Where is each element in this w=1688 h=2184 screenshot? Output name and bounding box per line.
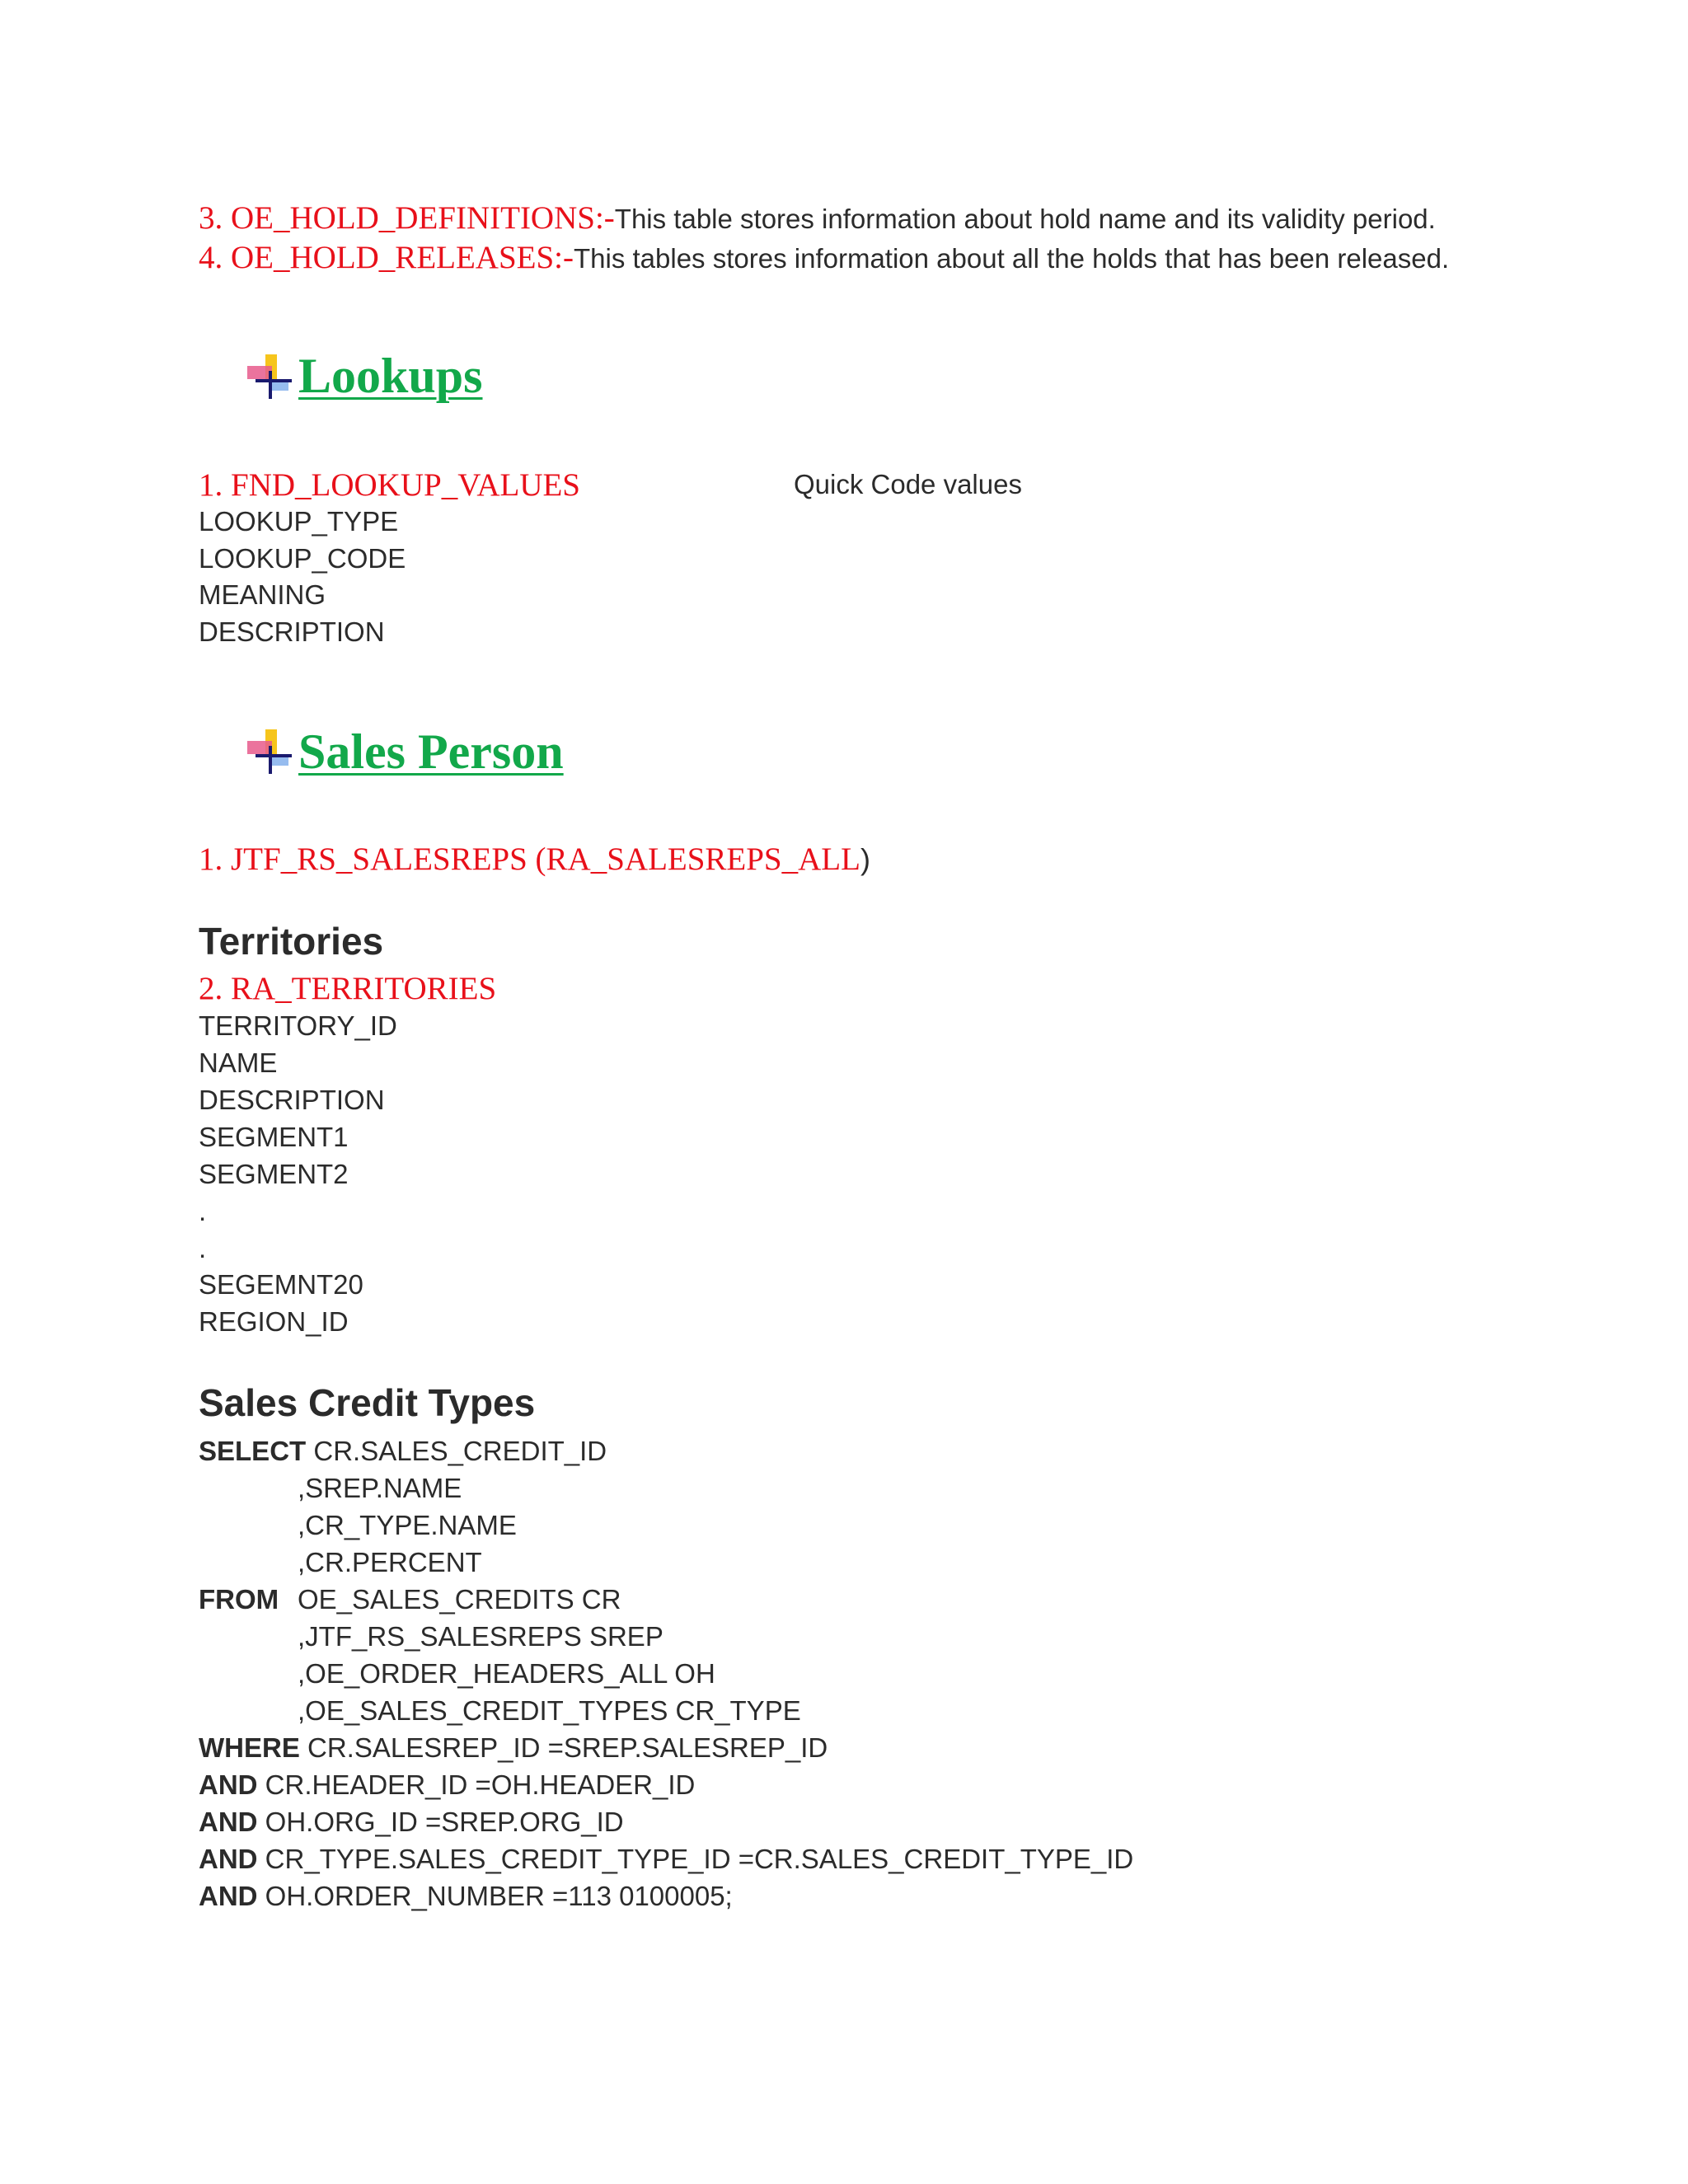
sql-text: CR.SALES_CREDIT_ID (306, 1436, 607, 1466)
sql-text: ,OE_ORDER_HEADERS_ALL OH (298, 1658, 715, 1689)
hold-definitions-line (199, 199, 1436, 237)
lookup-column: MEANING (199, 579, 326, 610)
lookup-column: LOOKUP_CODE (199, 543, 406, 574)
sql-keyword: WHERE (199, 1732, 300, 1763)
hold-definitions-description: This table stores information about hold name and its validity period. (614, 204, 1436, 234)
lookup-column: LOOKUP_TYPE (199, 506, 399, 537)
sql-keyword: FROM (199, 1584, 279, 1615)
sql-line (199, 1732, 828, 1764)
sql-line (199, 1807, 624, 1838)
sales-credit-types-heading: Sales Credit Types (199, 1381, 536, 1424)
territory-column: SEGEMNT20 (199, 1269, 363, 1300)
sales-person-table-close: ) (860, 842, 870, 876)
sql-text: ,OE_SALES_CREDIT_TYPES CR_TYPE (298, 1695, 801, 1726)
territory-column: SEGMENT1 (199, 1122, 349, 1152)
lookup-column: DESCRIPTION (199, 616, 385, 647)
sql-keyword: AND (199, 1844, 258, 1874)
sql-text: CR.SALESREP_ID =SREP.SALESREP_ID (299, 1732, 828, 1763)
sql-text: OE_SALES_CREDITS CR (298, 1584, 621, 1615)
hold-releases-description: This tables stores information about all the holds that has been released. (573, 243, 1450, 274)
territory-column: REGION_ID (199, 1306, 349, 1337)
territory-column: DESCRIPTION (199, 1085, 385, 1115)
territory-column: SEGMENT2 (199, 1159, 349, 1189)
sql-text: ,CR_TYPE.NAME (298, 1510, 517, 1540)
sql-line (298, 1695, 801, 1727)
hold-releases-name: 4. OE_HOLD_RELEASES:- (199, 240, 574, 275)
sql-keyword: AND (199, 1769, 258, 1800)
sql-text: ,JTF_RS_SALESREPS SREP (298, 1621, 663, 1652)
sql-line (199, 1844, 1133, 1875)
territory-ellipsis: . (199, 1196, 207, 1226)
lookup-table-note: Quick Code values (794, 469, 1022, 499)
sql-keyword: AND (199, 1881, 258, 1911)
territory-column: TERRITORY_ID (199, 1010, 397, 1041)
sql-line (199, 1436, 607, 1467)
lookups-heading: Lookups (298, 349, 483, 403)
territories-table-name: 2. RA_TERRITORIES (199, 971, 497, 1006)
territories-heading: Territories (199, 920, 384, 963)
sql-line (298, 1510, 517, 1541)
sql-line (298, 1584, 621, 1615)
sql-keyword: AND (199, 1807, 258, 1837)
lookup-table-name: 1. FND_LOOKUP_VALUES (199, 467, 580, 503)
sql-text: CR_TYPE.SALES_CREDIT_TYPE_ID =CR.SALES_CREDIT_TYPE_ID (257, 1844, 1134, 1874)
bullet-cross-icon (247, 729, 292, 774)
sales-person-table-line (199, 841, 870, 878)
sales-person-heading: Sales Person (298, 724, 564, 779)
sql-text: CR.HEADER_ID =OH.HEADER_ID (257, 1769, 696, 1800)
sql-line (298, 1547, 482, 1578)
sql-line (298, 1658, 715, 1690)
sql-line (199, 1881, 733, 1912)
sql-text: ,SREP.NAME (298, 1473, 462, 1503)
sql-text: ,CR.PERCENT (298, 1547, 482, 1577)
territory-column: NAME (199, 1047, 278, 1078)
sql-keyword: SELECT (199, 1436, 307, 1466)
sql-line (298, 1473, 462, 1504)
sql-text: OH.ORG_ID =SREP.ORG_ID (257, 1807, 624, 1837)
bullet-cross-icon (247, 354, 292, 399)
territory-ellipsis: . (199, 1233, 207, 1263)
sql-text: OH.ORDER_NUMBER =113 0100005; (257, 1881, 733, 1911)
sales-person-table-name: 1. JTF_RS_SALESREPS (RA_SALESREPS_ALL (199, 841, 860, 877)
hold-definitions-name: 3. OE_HOLD_DEFINITIONS:- (199, 200, 615, 236)
sql-line (199, 1584, 279, 1615)
sql-line (199, 1769, 695, 1801)
hold-releases-line (199, 239, 1449, 276)
sql-line (298, 1621, 663, 1652)
